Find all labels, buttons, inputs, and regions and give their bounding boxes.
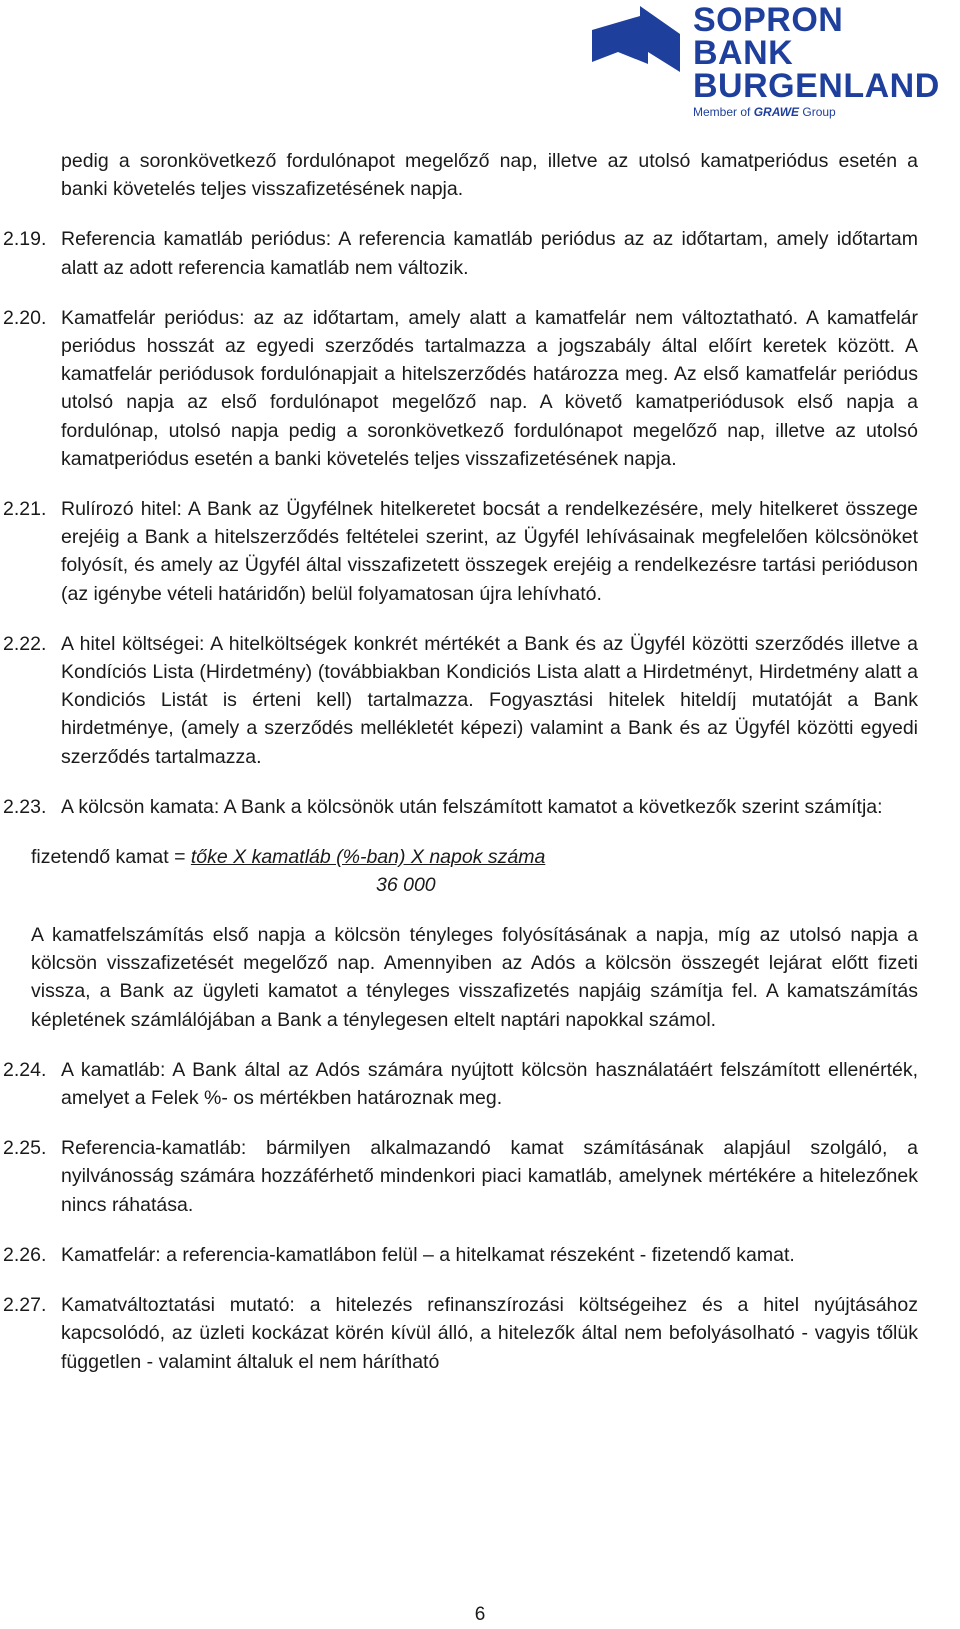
logo-text bbox=[693, 1, 940, 119]
paragraph-text: Referencia-kamatláb: bármilyen alkalmazandó kamat számításának alapjául szolgáló, a nyilvánosság számára hozzáférhető mindenkori piaci kamatláb, amelynek mértékére a hitelezőnek nincs ráhatása. bbox=[61, 1137, 918, 1216]
logo-sub-suffix: Group bbox=[799, 105, 836, 119]
interest-formula bbox=[31, 843, 960, 899]
logo-sub-prefix: Member of bbox=[693, 105, 754, 119]
paragraph-2-20 bbox=[0, 304, 960, 473]
paragraph-text: pedig a soronkövetkező fordulónapot megelőző nap, illetve az utolsó kamatperiódus esetén a banki követelés teljes visszafizetésének napja. bbox=[61, 150, 918, 201]
paragraph-number: 2.27. bbox=[3, 1294, 47, 1317]
page-number: 6 bbox=[474, 1604, 486, 1625]
paragraph-text: Kamatfelár periódus: az az időtartam, amely alatt a kamatfelár nem változtatható. A kamatfelár periódus hosszát az egyedi szerződés tartalmazza a jogszabály által előírt keretek között. A kamatfelár periódusok fordulónapjait a hitelszerződés határozza meg. Az első kamatfelár periódus utolsó napja az első fordulónapot megelőző nap. A követő kamatperiódusok első napja a fordulónap, utolsó napja pedig a soronkövetkező fordulónapot megelőző nap, illetve az utolsó kamatperiódus esetén a banki követelés teljes visszafizetésének napja. bbox=[61, 306, 918, 470]
paragraph-number: 2.23. bbox=[3, 795, 47, 818]
paragraph-text: Kamatváltoztatási mutató: a hitelezés refinanszírozási költségeihez és a hitel nyújtásához kapcsolódó, az üzleti kockázat körén kívül álló, a hitelezők által nem befolyásolható - vagyis tőlük független - valamint általuk el nem hárítható bbox=[61, 1294, 918, 1373]
paragraph-text: Rulírozó hitel: A Bank az Ügyfélnek hitelkeretet bocsát a rendelkezésére, mely hitelkeret összege erejéig a Bank a hitelszerződés feltételei szerint, az Ügyfél lehívásainak megfelelően kölcsönöket folyósít, és amely az Ügyfél által visszafizetett összegek erejéig a rendelkezésre tartási perióduson (az igénybe vételi határidőn) belül folyamatosan újra lehívható. bbox=[61, 498, 918, 605]
paragraph-2-19 bbox=[0, 225, 960, 281]
logo-line-3: BURGENLAND bbox=[693, 67, 940, 105]
paragraph-number: 2.24. bbox=[3, 1058, 47, 1081]
paragraph-text: Referencia kamatláb periódus: A referencia kamatláb periódus az az időtartam, amely időtartam alatt az adott referencia kamatláb nem változik. bbox=[61, 228, 918, 279]
paragraph-2-23 bbox=[0, 793, 960, 821]
formula-denominator: 36 000 bbox=[376, 874, 436, 897]
document-body bbox=[0, 147, 960, 1376]
logo-sub-brand: GRAWE bbox=[753, 105, 800, 119]
paragraph-2-23-continued bbox=[0, 921, 960, 1034]
paragraph-number: 2.19. bbox=[3, 228, 47, 251]
paragraph-number: 2.26. bbox=[3, 1243, 47, 1266]
paragraph-2-27 bbox=[0, 1291, 960, 1376]
paragraph-number: 2.21. bbox=[3, 498, 47, 521]
logo-mark-icon bbox=[588, 4, 688, 84]
paragraph-number: 2.22. bbox=[3, 632, 47, 655]
logo-line-2: BANK bbox=[693, 34, 794, 72]
logo-subtitle bbox=[693, 105, 940, 119]
paragraph-text: A hitel költségei: A hitelköltségek konkrét mértékét a Bank és az Ügyfél közötti szerződés illetve a Kondíciós Lista (Hirdetmény) (továbbiakban Kondiciós Lista alatt a Hirdetményt, Hirdetmény alatt a Kondiciós Listát is érteni kell) tartalmazza. Fogyasztási hitelek hiteldíj mutatóját a Bank hirdetménye, (amely a szerződés mellékletét képezi) valamint a Bank és az Ügyfél közötti egyedi szerződés tartalmazza. bbox=[61, 632, 918, 768]
paragraph-number: 2.25. bbox=[3, 1137, 47, 1160]
paragraph-2-25 bbox=[0, 1134, 960, 1219]
bank-logo bbox=[588, 1, 948, 120]
paragraph-2-24 bbox=[0, 1056, 960, 1112]
paragraph-continuation bbox=[0, 147, 960, 203]
paragraph-text: A kölcsön kamata: A Bank a kölcsönök után felszámított kamatot a következők szerint számítja: bbox=[61, 795, 883, 818]
paragraph-text: A kamatláb: A Bank által az Adós számára nyújtott kölcsön használatáért felszámított ellenérték, amelyet a Felek %- os mértékben határoznak meg. bbox=[61, 1058, 918, 1110]
paragraph-number: 2.20. bbox=[3, 306, 47, 329]
formula-prefix: fizetendő kamat = bbox=[31, 846, 191, 869]
formula-line bbox=[31, 843, 960, 871]
paragraph-2-26 bbox=[0, 1241, 960, 1269]
logo-line-1: SOPRON bbox=[693, 1, 844, 39]
paragraph-2-21 bbox=[0, 495, 960, 608]
formula-numerator: tőke X kamatláb (%-ban) X napok száma bbox=[190, 846, 546, 869]
paragraph-2-22 bbox=[0, 630, 960, 771]
paragraph-text: Kamatfelár: a referencia-kamatlábon felül – a hitelkamat részeként - fizetendő kamat. bbox=[61, 1243, 795, 1266]
paragraph-text: A kamatfelszámítás első napja a kölcsön tényleges folyósításának a napja, míg az utolsó napja a kölcsön visszafizetését megelőző nap. Amennyiben az Adós a kölcsön összegét lejárat előtt fizeti vissza, a Bank az ügyleti kamatot a tényleges visszafizetés napjáig számítja fel. A kamatszámítás képletének számlálójában a Bank a ténylegesen eltelt naptári napokkal számol. bbox=[31, 924, 918, 1031]
